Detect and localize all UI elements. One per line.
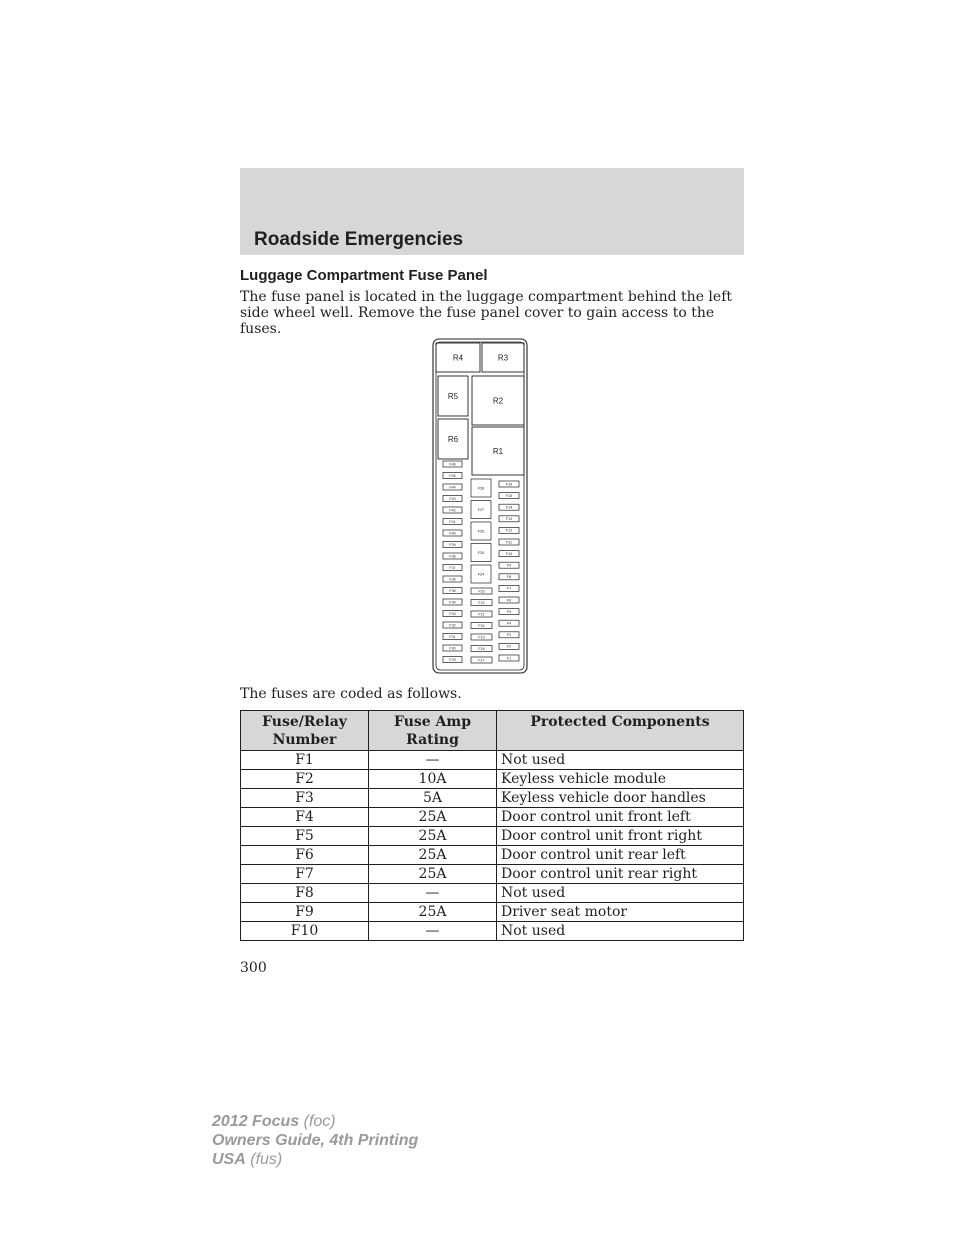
column-header-fuse-amp-rating: Fuse Amp Rating — [369, 711, 497, 751]
table-row: F9 25A Driver seat motor — [241, 903, 744, 922]
fuse-f32-label: F32 — [449, 623, 456, 628]
fuse-f38-label: F38 — [449, 554, 456, 559]
section-heading: Luggage Compartment Fuse Panel — [240, 267, 488, 284]
fuse-f34-label: F34 — [449, 600, 456, 605]
fuse-f22-label: F22 — [478, 600, 485, 605]
fuse-f46-label: F46 — [449, 462, 456, 467]
fuse-f2-label: F2 — [506, 644, 512, 649]
intro-paragraph: The fuse panel is located in the luggage compartment behind the left side wheel well. Remove the fuse panel cover to gain access to the fuses. — [240, 289, 733, 337]
fuse-f27-label: F27 — [477, 507, 485, 512]
table-row: F1 — Not used — [241, 751, 744, 770]
fuse-f23-label: F23 — [478, 589, 485, 594]
fuse-f18-label: F18 — [478, 646, 485, 651]
fuse-f3-label: F3 — [506, 633, 512, 638]
fuse-f35-label: F35 — [449, 588, 456, 593]
fuse-f10-label: F10 — [505, 551, 513, 556]
fuse-f4-label: F4 — [506, 621, 512, 626]
fuse-f39-label: F39 — [449, 542, 456, 547]
fuse-f1-label: F1 — [506, 656, 512, 661]
relay-r6-label: R6 — [447, 434, 459, 444]
fuse-f24-label: F24 — [477, 572, 485, 577]
fuse-f5-label: F5 — [506, 609, 512, 614]
fuse-f15-label: F15 — [505, 493, 513, 498]
section-header-band — [240, 168, 744, 255]
footer-line-guide: Owners Guide, 4th Printing — [212, 1132, 419, 1149]
table-row: F6 25A Door control unit rear left — [241, 846, 744, 865]
table-row: F2 10A Keyless vehicle module — [241, 770, 744, 789]
fuse-f42-label: F42 — [449, 508, 456, 513]
table-row: F3 5A Keyless vehicle door handles — [241, 789, 744, 808]
fuse-f43-label: F43 — [449, 496, 456, 501]
relay-r3-label: R3 — [497, 353, 509, 363]
fuse-f9-label: F9 — [506, 563, 512, 568]
fuse-f31-label: F31 — [449, 634, 456, 639]
table-row: F7 25A Door control unit rear right — [241, 865, 744, 884]
footer-line-market: USA (fus) — [212, 1151, 283, 1168]
table-row: F5 25A Door control unit front right — [241, 827, 744, 846]
fuse-f8-label: F8 — [506, 575, 512, 580]
page-number: 300 — [240, 960, 267, 976]
fuse-f7-label: F7 — [506, 586, 512, 591]
fuse-f45-label: F45 — [449, 473, 456, 478]
coded-intro: The fuses are coded as follows. — [240, 686, 462, 702]
fuse-f26-label: F26 — [477, 529, 485, 534]
fuse-f13-label: F13 — [505, 517, 513, 522]
document-footer — [212, 1112, 418, 1169]
fuse-f6-label: F6 — [506, 598, 512, 603]
table-row: F4 25A Door control unit front left — [241, 808, 744, 827]
fuse-f29-label: F29 — [449, 657, 456, 662]
relay-r5-label: R5 — [447, 391, 459, 401]
relay-r2-label: R2 — [492, 396, 504, 406]
fuse-f37-label: F37 — [449, 565, 456, 570]
fuse-f33-label: F33 — [449, 611, 456, 616]
fuse-f12-label: F12 — [505, 528, 513, 533]
fuse-f44-label: F44 — [449, 485, 456, 490]
fuse-table — [240, 710, 744, 941]
fuse-f14-label: F14 — [505, 505, 513, 510]
table-header-row — [241, 711, 744, 751]
fuse-f19-label: F19 — [478, 635, 485, 640]
fuse-f25-label: F25 — [477, 550, 485, 555]
table-row: F8 — Not used — [241, 884, 744, 903]
footer-line-model: 2012 Focus (foc) — [212, 1113, 336, 1130]
column-header-fuse-relay-number: Fuse/Relay Number — [241, 711, 369, 751]
fuse-f11-label: F11 — [506, 540, 512, 545]
fuse-f28-label: F28 — [477, 486, 485, 491]
fuse-f41-label: F41 — [449, 519, 456, 524]
page-title: Roadside Emergencies — [254, 229, 464, 250]
fuse-f30-label: F30 — [449, 646, 456, 651]
fuse-f21-label: F21 — [478, 612, 485, 617]
fuse-panel-diagram — [432, 338, 528, 674]
fuse-f40-label: F40 — [449, 531, 456, 536]
table-row: F10 — Not used — [241, 922, 744, 941]
fuse-f16-label: F16 — [505, 482, 513, 487]
fuse-f20-label: F20 — [478, 623, 485, 628]
column-header-protected-components: Protected Components — [497, 711, 744, 751]
fuse-f36-label: F36 — [449, 577, 456, 582]
fuse-f17-label: F17 — [478, 658, 485, 663]
relay-r1-label: R1 — [492, 446, 504, 456]
relay-r4-label: R4 — [452, 353, 464, 363]
